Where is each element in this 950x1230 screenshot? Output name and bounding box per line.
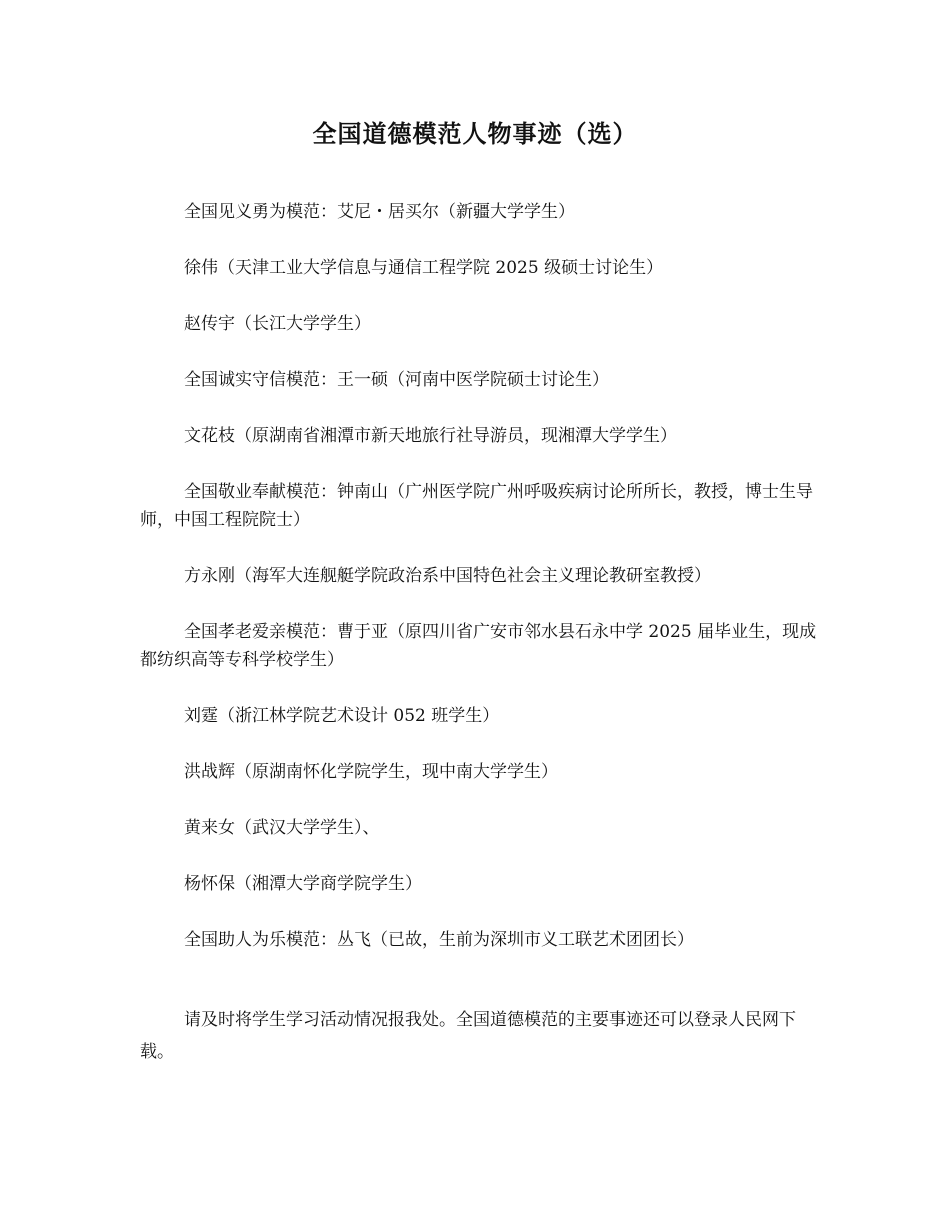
entry-paragraph: 徐伟（天津工业大学信息与通信工程学院 2025 级硕士讨论生） <box>184 258 664 278</box>
closing-note: 请及时将学生学习活动情况报我处。全国道德模范的主要事迹还可以登录人民网下载。 <box>140 1010 796 1062</box>
entry-paragraph: 全国助人为乐模范：丛飞（已故，生前为深圳市义工联艺术团团长） <box>184 930 694 950</box>
document-title: 全国道德模范人物事迹（选） <box>312 119 638 148</box>
entry-paragraph: 全国敬业奉献模范：钟南山（广州医学院广州呼吸疾病讨论所所长，教授，博士生导师，中国工程院院士） <box>140 482 813 530</box>
entry-paragraph: 方永刚（海军大连舰艇学院政治系中国特色社会主义理论教研室教授） <box>184 566 711 586</box>
entry-paragraph: 赵传宇（长江大学学生） <box>184 314 371 334</box>
entry-paragraph: 刘霆（浙江林学院艺术设计 052 班学生） <box>184 706 500 726</box>
entry-paragraph: 全国诚实守信模范：王一硕（河南中医学院硕士讨论生） <box>184 370 609 390</box>
document-body <box>140 198 830 1085</box>
entry-paragraph: 文花枝（原湖南省湘潭市新天地旅行社导游员，现湘潭大学学生） <box>184 426 677 446</box>
entry-paragraph: 全国见义勇为模范：艾尼・居买尔（新疆大学学生） <box>184 202 575 222</box>
entry-paragraph: 杨怀保（湘潭大学商学院学生） <box>184 874 422 894</box>
entry-paragraph: 洪战辉（原湖南怀化学院学生，现中南大学学生） <box>184 762 558 782</box>
entry-paragraph: 全国孝老爱亲模范：曹于亚（原四川省广安市邻水县石永中学 2025 届毕业生，现成都纺织高等专科学校学生） <box>140 622 817 670</box>
entry-paragraph: 黄来女（武汉大学学生）、 <box>184 818 380 838</box>
